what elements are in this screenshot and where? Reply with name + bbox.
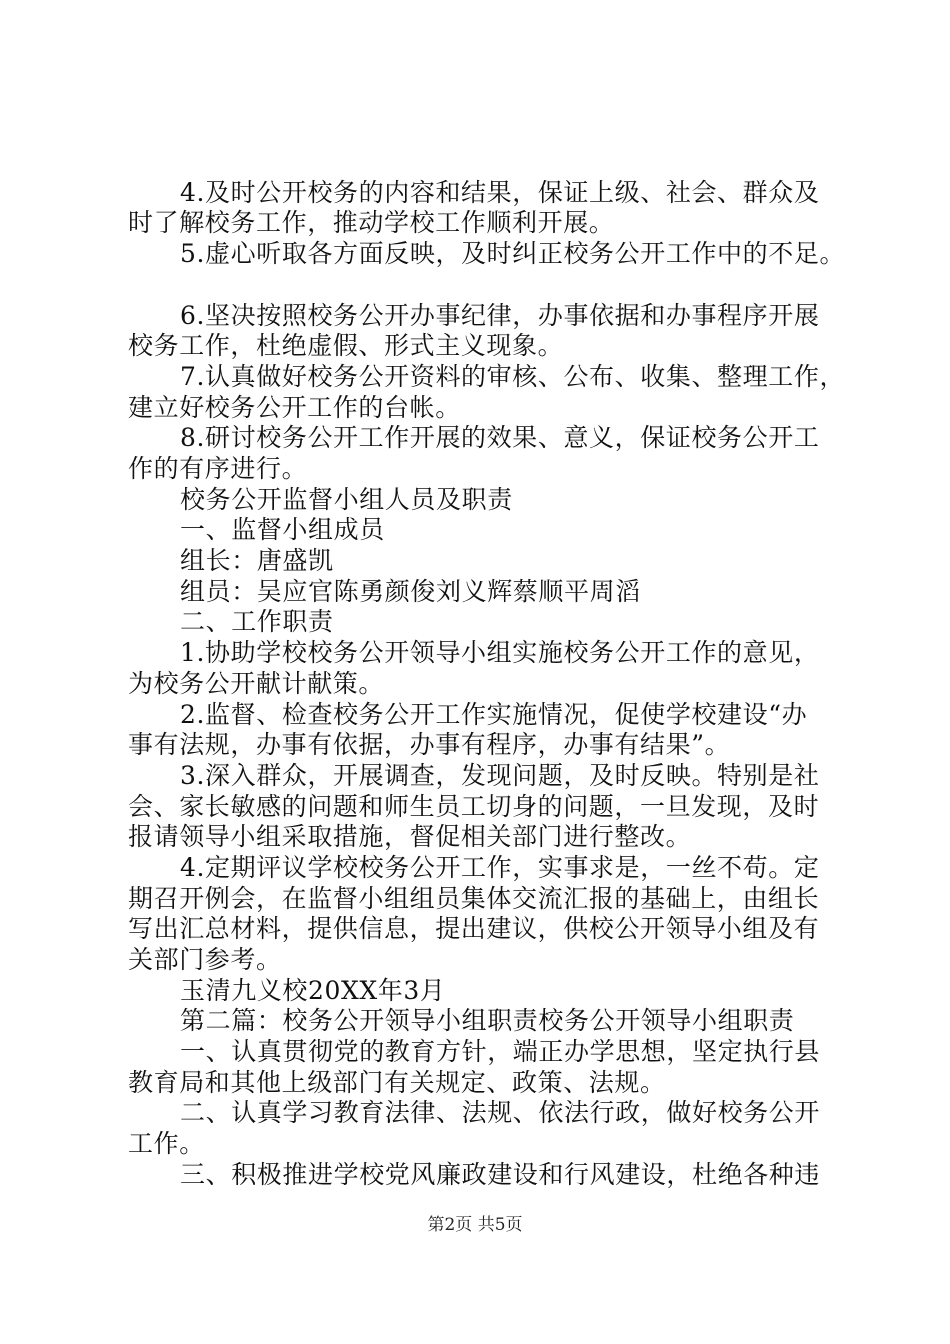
paragraph-line: 二、认真学习教育法律、法规、依法行政，做好校务公开 xyxy=(180,1098,821,1127)
paragraph-line: 时了解校务工作，推动学校工作顺利开展。 xyxy=(128,208,615,237)
paragraph-line: 二、工作职责 xyxy=(180,607,334,636)
signature-date: 玉清九义校20XX年3月 xyxy=(180,976,446,1005)
paragraph-line: 会、家长敏感的问题和师生员工切身的问题，一旦发现，及时 xyxy=(128,792,820,821)
paragraph-line: 教育局和其他上级部门有关规定、政策、法规。 xyxy=(128,1068,666,1097)
paragraph-line: 7.认真做好校务公开资料的审核、公布、收集、整理工作， xyxy=(180,362,846,391)
paragraph-line: 校务工作，杜绝虚假、形式主义现象。 xyxy=(128,331,564,360)
paragraph-line: 一、认真贯彻党的教育方针，端正办学思想，坚定执行县 xyxy=(180,1037,821,1066)
paragraph-line: 1.协助学校校务公开领导小组实施校务公开工作的意见， xyxy=(180,638,820,667)
paragraph-line: 3.深入群众，开展调查，发现问题，及时反映。特别是社 xyxy=(180,761,820,790)
paragraph-line: 事有法规，办事有依据，办事有程序，办事有结果”。 xyxy=(128,730,731,759)
section-heading: 第二篇：校务公开领导小组职责校务公开领导小组职责 xyxy=(180,1006,795,1035)
paragraph-line: 作的有序进行。 xyxy=(128,454,308,483)
paragraph-line: 组长：唐盛凯 xyxy=(180,546,334,575)
paragraph-line: 8.研讨校务公开工作开展的效果、意义，保证校务公开工 xyxy=(180,423,820,452)
paragraph-line: 建立好校务公开工作的台帐。 xyxy=(128,393,461,422)
paragraph-line: 写出汇总材料，提供信息，提出建议，供校公开领导小组及有 xyxy=(128,914,820,943)
paragraph-line: 三、积极推进学校党风廉政建设和行风建设，杜绝各种违 xyxy=(180,1160,821,1189)
paragraph-line: 为校务公开献计献策。 xyxy=(128,669,385,698)
paragraph-line: 6.坚决按照校务公开办事纪律，办事依据和办事程序开展 xyxy=(180,301,820,330)
paragraph-line: 一、监督小组成员 xyxy=(180,515,385,544)
paragraph-line: 5.虚心听取各方面反映，及时纠正校务公开工作中的不足。 xyxy=(180,239,846,268)
paragraph-line: 4.及时公开校务的内容和结果，保证上级、社会、群众及 xyxy=(180,178,820,207)
paragraph-line: 关部门参考。 xyxy=(128,945,282,974)
paragraph-line: 2.监督、检查校务公开工作实施情况，促使学校建设“办 xyxy=(180,700,808,729)
paragraph-line: 组员：吴应官陈勇颜俊刘义辉蔡顺平周滔 xyxy=(180,577,641,606)
paragraph-line: 4.定期评议学校校务公开工作，实事求是，一丝不苟。定 xyxy=(180,853,820,882)
paragraph-line: 期召开例会，在监督小组组员集体交流汇报的基础上，由组长 xyxy=(128,884,820,913)
paragraph-line: 工作。 xyxy=(128,1129,205,1158)
paragraph-line: 报请领导小组采取措施，督促相关部门进行整改。 xyxy=(128,822,692,851)
page-number-footer: 第2页 共5页 xyxy=(427,1215,523,1235)
section-heading: 校务公开监督小组人员及职责 xyxy=(180,485,513,514)
